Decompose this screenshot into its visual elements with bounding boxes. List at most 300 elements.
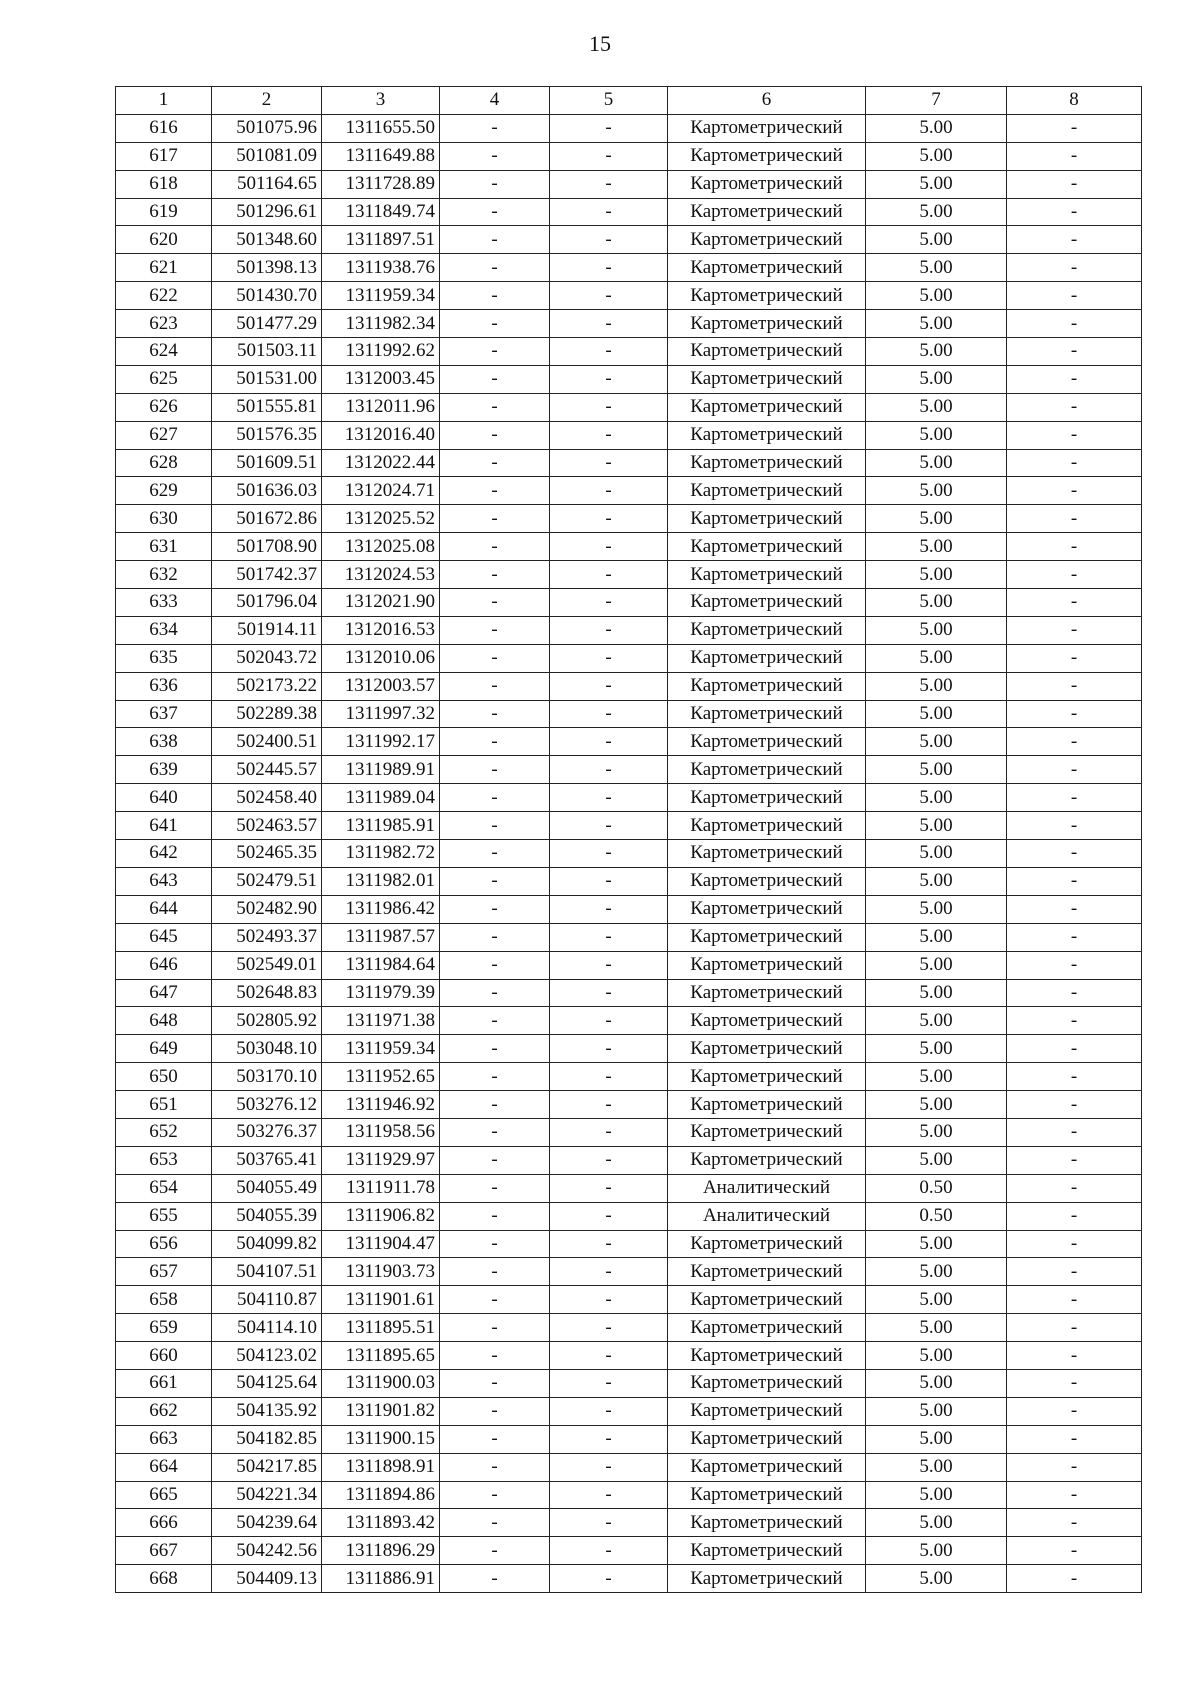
y-coordinate-cell: 1311992.62 [322, 338, 440, 366]
table-row [116, 1342, 1142, 1370]
point-number-cell: 664 [116, 1453, 212, 1481]
method-cell: Картометрический [668, 449, 866, 477]
y-coordinate-cell: 1311895.51 [322, 1314, 440, 1342]
table-row [116, 338, 1142, 366]
y-coordinate-cell: 1312010.06 [322, 644, 440, 672]
col8-cell: - [1007, 589, 1142, 617]
point-number-cell: 661 [116, 1369, 212, 1397]
point-number-cell: 636 [116, 672, 212, 700]
method-cell: Картометрический [668, 1091, 866, 1119]
y-coordinate-cell: 1311911.78 [322, 1174, 440, 1202]
x-coordinate-cell: 502043.72 [212, 644, 322, 672]
col8-cell: - [1007, 1369, 1142, 1397]
accuracy-cell: 5.00 [866, 728, 1007, 756]
x-coordinate-cell: 504221.34 [212, 1481, 322, 1509]
method-cell: Картометрический [668, 1230, 866, 1258]
x-coordinate-cell: 502648.83 [212, 979, 322, 1007]
table-row [116, 895, 1142, 923]
col5-cell: - [550, 1174, 668, 1202]
accuracy-cell: 5.00 [866, 867, 1007, 895]
col4-cell: - [440, 1202, 550, 1230]
method-cell: Картометрический [668, 533, 866, 561]
point-number-cell: 627 [116, 421, 212, 449]
col4-cell: - [440, 644, 550, 672]
point-number-cell: 654 [116, 1174, 212, 1202]
method-cell: Картометрический [668, 310, 866, 338]
col5-cell: - [550, 784, 668, 812]
y-coordinate-cell: 1311989.04 [322, 784, 440, 812]
accuracy-cell: 5.00 [866, 895, 1007, 923]
col4-cell: - [440, 672, 550, 700]
col8-cell: - [1007, 198, 1142, 226]
x-coordinate-cell: 501914.11 [212, 616, 322, 644]
col5-cell: - [550, 951, 668, 979]
col8-cell: - [1007, 756, 1142, 784]
point-number-cell: 629 [116, 477, 212, 505]
point-number-cell: 644 [116, 895, 212, 923]
method-cell: Картометрический [668, 170, 866, 198]
point-number-cell: 658 [116, 1286, 212, 1314]
table-row [116, 1397, 1142, 1425]
x-coordinate-cell: 501348.60 [212, 226, 322, 254]
col8-cell: - [1007, 477, 1142, 505]
accuracy-cell: 5.00 [866, 449, 1007, 477]
y-coordinate-cell: 1311903.73 [322, 1258, 440, 1286]
point-number-cell: 641 [116, 812, 212, 840]
point-number-cell: 649 [116, 1035, 212, 1063]
col5-cell: - [550, 1007, 668, 1035]
point-number-cell: 621 [116, 254, 212, 282]
x-coordinate-cell: 501398.13 [212, 254, 322, 282]
col5-cell: - [550, 365, 668, 393]
column-header: 7 [866, 87, 1007, 115]
col5-cell: - [550, 1091, 668, 1119]
point-number-cell: 622 [116, 282, 212, 310]
method-cell: Картометрический [668, 589, 866, 617]
point-number-cell: 632 [116, 561, 212, 589]
col5-cell: - [550, 393, 668, 421]
accuracy-cell: 5.00 [866, 114, 1007, 142]
col5-cell: - [550, 728, 668, 756]
point-number-cell: 624 [116, 338, 212, 366]
method-cell: Картометрический [668, 282, 866, 310]
y-coordinate-cell: 1311946.92 [322, 1091, 440, 1119]
accuracy-cell: 5.00 [866, 1286, 1007, 1314]
col8-cell: - [1007, 700, 1142, 728]
x-coordinate-cell: 502479.51 [212, 867, 322, 895]
point-number-cell: 626 [116, 393, 212, 421]
column-header: 4 [440, 87, 550, 115]
accuracy-cell: 5.00 [866, 1230, 1007, 1258]
point-number-cell: 652 [116, 1118, 212, 1146]
col5-cell: - [550, 589, 668, 617]
x-coordinate-cell: 501636.03 [212, 477, 322, 505]
table-row [116, 1453, 1142, 1481]
point-number-cell: 617 [116, 142, 212, 170]
col5-cell: - [550, 1425, 668, 1453]
point-number-cell: 623 [116, 310, 212, 338]
method-cell: Картометрический [668, 951, 866, 979]
col5-cell: - [550, 1481, 668, 1509]
col5-cell: - [550, 142, 668, 170]
table-row [116, 1007, 1142, 1035]
point-number-cell: 646 [116, 951, 212, 979]
method-cell: Картометрический [668, 616, 866, 644]
col8-cell: - [1007, 338, 1142, 366]
table-header [116, 87, 1142, 115]
point-number-cell: 667 [116, 1537, 212, 1565]
col8-cell: - [1007, 1174, 1142, 1202]
method-cell: Картометрический [668, 1063, 866, 1091]
x-coordinate-cell: 501531.00 [212, 365, 322, 393]
col5-cell: - [550, 1230, 668, 1258]
table-row [116, 979, 1142, 1007]
x-coordinate-cell: 502465.35 [212, 840, 322, 868]
x-coordinate-cell: 504055.49 [212, 1174, 322, 1202]
col5-cell: - [550, 867, 668, 895]
method-cell: Картометрический [668, 867, 866, 895]
y-coordinate-cell: 1311982.34 [322, 310, 440, 338]
point-number-cell: 631 [116, 533, 212, 561]
table-row [116, 728, 1142, 756]
point-number-cell: 640 [116, 784, 212, 812]
x-coordinate-cell: 504099.82 [212, 1230, 322, 1258]
col5-cell: - [550, 1202, 668, 1230]
y-coordinate-cell: 1311895.65 [322, 1342, 440, 1370]
col5-cell: - [550, 1035, 668, 1063]
col8-cell: - [1007, 310, 1142, 338]
accuracy-cell: 5.00 [866, 561, 1007, 589]
y-coordinate-cell: 1311649.88 [322, 142, 440, 170]
column-header: 1 [116, 87, 212, 115]
point-number-cell: 642 [116, 840, 212, 868]
table-row [116, 393, 1142, 421]
accuracy-cell: 5.00 [866, 1314, 1007, 1342]
accuracy-cell: 5.00 [866, 421, 1007, 449]
x-coordinate-cell: 504107.51 [212, 1258, 322, 1286]
accuracy-cell: 5.00 [866, 338, 1007, 366]
col4-cell: - [440, 533, 550, 561]
y-coordinate-cell: 1311952.65 [322, 1063, 440, 1091]
x-coordinate-cell: 503048.10 [212, 1035, 322, 1063]
method-cell: Картометрический [668, 505, 866, 533]
accuracy-cell: 5.00 [866, 1537, 1007, 1565]
table-row [116, 589, 1142, 617]
point-number-cell: 655 [116, 1202, 212, 1230]
col4-cell: - [440, 840, 550, 868]
point-number-cell: 647 [116, 979, 212, 1007]
x-coordinate-cell: 501503.11 [212, 338, 322, 366]
col5-cell: - [550, 198, 668, 226]
col8-cell: - [1007, 1258, 1142, 1286]
method-cell: Картометрический [668, 1481, 866, 1509]
method-cell: Картометрический [668, 421, 866, 449]
method-cell: Картометрический [668, 1314, 866, 1342]
col8-cell: - [1007, 1202, 1142, 1230]
x-coordinate-cell: 502458.40 [212, 784, 322, 812]
col8-cell: - [1007, 1537, 1142, 1565]
col4-cell: - [440, 867, 550, 895]
col5-cell: - [550, 561, 668, 589]
column-header: 6 [668, 87, 866, 115]
method-cell: Картометрический [668, 1118, 866, 1146]
accuracy-cell: 5.00 [866, 1453, 1007, 1481]
col5-cell: - [550, 700, 668, 728]
col8-cell: - [1007, 784, 1142, 812]
accuracy-cell: 5.00 [866, 589, 1007, 617]
table-row [116, 365, 1142, 393]
table-row [116, 951, 1142, 979]
table-row [116, 142, 1142, 170]
accuracy-cell: 5.00 [866, 951, 1007, 979]
table-row [116, 672, 1142, 700]
col8-cell: - [1007, 1453, 1142, 1481]
y-coordinate-cell: 1312025.08 [322, 533, 440, 561]
point-number-cell: 663 [116, 1425, 212, 1453]
x-coordinate-cell: 501296.61 [212, 198, 322, 226]
accuracy-cell: 5.00 [866, 310, 1007, 338]
y-coordinate-cell: 1311901.82 [322, 1397, 440, 1425]
col4-cell: - [440, 449, 550, 477]
method-cell: Картометрический [668, 979, 866, 1007]
y-coordinate-cell: 1311900.03 [322, 1369, 440, 1397]
point-number-cell: 638 [116, 728, 212, 756]
col4-cell: - [440, 282, 550, 310]
col5-cell: - [550, 672, 668, 700]
col8-cell: - [1007, 561, 1142, 589]
col8-cell: - [1007, 365, 1142, 393]
x-coordinate-cell: 502493.37 [212, 923, 322, 951]
col8-cell: - [1007, 1342, 1142, 1370]
accuracy-cell: 5.00 [866, 282, 1007, 310]
method-cell: Картометрический [668, 1258, 866, 1286]
x-coordinate-cell: 504182.85 [212, 1425, 322, 1453]
point-number-cell: 628 [116, 449, 212, 477]
method-cell: Картометрический [668, 1509, 866, 1537]
method-cell: Картометрический [668, 700, 866, 728]
method-cell: Картометрический [668, 561, 866, 589]
point-number-cell: 657 [116, 1258, 212, 1286]
y-coordinate-cell: 1312011.96 [322, 393, 440, 421]
col5-cell: - [550, 756, 668, 784]
point-number-cell: 653 [116, 1146, 212, 1174]
method-cell: Картометрический [668, 1286, 866, 1314]
method-cell: Картометрический [668, 1425, 866, 1453]
y-coordinate-cell: 1312016.40 [322, 421, 440, 449]
point-number-cell: 666 [116, 1509, 212, 1537]
accuracy-cell: 5.00 [866, 477, 1007, 505]
col5-cell: - [550, 533, 668, 561]
x-coordinate-cell: 501742.37 [212, 561, 322, 589]
col4-cell: - [440, 505, 550, 533]
y-coordinate-cell: 1311898.91 [322, 1453, 440, 1481]
col5-cell: - [550, 282, 668, 310]
x-coordinate-cell: 503170.10 [212, 1063, 322, 1091]
col4-cell: - [440, 756, 550, 784]
col8-cell: - [1007, 1146, 1142, 1174]
y-coordinate-cell: 1311904.47 [322, 1230, 440, 1258]
y-coordinate-cell: 1311655.50 [322, 114, 440, 142]
col5-cell: - [550, 114, 668, 142]
point-number-cell: 616 [116, 114, 212, 142]
point-number-cell: 625 [116, 365, 212, 393]
point-number-cell: 633 [116, 589, 212, 617]
method-cell: Картометрический [668, 728, 866, 756]
table-row [116, 282, 1142, 310]
method-cell: Картометрический [668, 338, 866, 366]
table-row [116, 700, 1142, 728]
col4-cell: - [440, 1509, 550, 1537]
table-row [116, 421, 1142, 449]
x-coordinate-cell: 501081.09 [212, 142, 322, 170]
method-cell: Картометрический [668, 254, 866, 282]
col4-cell: - [440, 1091, 550, 1119]
y-coordinate-cell: 1311984.64 [322, 951, 440, 979]
table-row [116, 756, 1142, 784]
col5-cell: - [550, 1314, 668, 1342]
table-row [116, 1481, 1142, 1509]
point-number-cell: 618 [116, 170, 212, 198]
table-row [116, 1425, 1142, 1453]
col4-cell: - [440, 1286, 550, 1314]
coordinates-table [115, 86, 1142, 1593]
method-cell: Аналитический [668, 1174, 866, 1202]
column-header: 5 [550, 87, 668, 115]
y-coordinate-cell: 1311959.34 [322, 1035, 440, 1063]
x-coordinate-cell: 502173.22 [212, 672, 322, 700]
col5-cell: - [550, 1565, 668, 1593]
accuracy-cell: 5.00 [866, 1146, 1007, 1174]
method-cell: Картометрический [668, 1007, 866, 1035]
method-cell: Картометрический [668, 142, 866, 170]
accuracy-cell: 5.00 [866, 393, 1007, 421]
col4-cell: - [440, 1565, 550, 1593]
col4-cell: - [440, 365, 550, 393]
col8-cell: - [1007, 812, 1142, 840]
y-coordinate-cell: 1311959.34 [322, 282, 440, 310]
col4-cell: - [440, 1146, 550, 1174]
method-cell: Картометрический [668, 393, 866, 421]
table-row [116, 616, 1142, 644]
method-cell: Картометрический [668, 895, 866, 923]
x-coordinate-cell: 501609.51 [212, 449, 322, 477]
col8-cell: - [1007, 1007, 1142, 1035]
table-row [116, 644, 1142, 672]
x-coordinate-cell: 504123.02 [212, 1342, 322, 1370]
method-cell: Картометрический [668, 1397, 866, 1425]
point-number-cell: 637 [116, 700, 212, 728]
table-row [116, 198, 1142, 226]
col4-cell: - [440, 1481, 550, 1509]
x-coordinate-cell: 504135.92 [212, 1397, 322, 1425]
point-number-cell: 619 [116, 198, 212, 226]
x-coordinate-cell: 501576.35 [212, 421, 322, 449]
point-number-cell: 659 [116, 1314, 212, 1342]
y-coordinate-cell: 1311979.39 [322, 979, 440, 1007]
table-row [116, 1091, 1142, 1119]
col8-cell: - [1007, 1063, 1142, 1091]
method-cell: Картометрический [668, 114, 866, 142]
y-coordinate-cell: 1311849.74 [322, 198, 440, 226]
y-coordinate-cell: 1312024.53 [322, 561, 440, 589]
col8-cell: - [1007, 505, 1142, 533]
accuracy-cell: 5.00 [866, 1509, 1007, 1537]
table-row [116, 533, 1142, 561]
accuracy-cell: 5.00 [866, 923, 1007, 951]
accuracy-cell: 5.00 [866, 644, 1007, 672]
col8-cell: - [1007, 1118, 1142, 1146]
table-row [116, 1565, 1142, 1593]
point-number-cell: 635 [116, 644, 212, 672]
col4-cell: - [440, 979, 550, 1007]
col4-cell: - [440, 812, 550, 840]
col4-cell: - [440, 589, 550, 617]
x-coordinate-cell: 504217.85 [212, 1453, 322, 1481]
col4-cell: - [440, 1258, 550, 1286]
col8-cell: - [1007, 1481, 1142, 1509]
col4-cell: - [440, 1118, 550, 1146]
method-cell: Картометрический [668, 226, 866, 254]
accuracy-cell: 5.00 [866, 1425, 1007, 1453]
accuracy-cell: 5.00 [866, 1035, 1007, 1063]
col8-cell: - [1007, 644, 1142, 672]
accuracy-cell: 5.00 [866, 533, 1007, 561]
col4-cell: - [440, 951, 550, 979]
accuracy-cell: 0.50 [866, 1202, 1007, 1230]
col8-cell: - [1007, 1286, 1142, 1314]
y-coordinate-cell: 1311992.17 [322, 728, 440, 756]
y-coordinate-cell: 1312024.71 [322, 477, 440, 505]
y-coordinate-cell: 1312003.57 [322, 672, 440, 700]
col4-cell: - [440, 1230, 550, 1258]
x-coordinate-cell: 501555.81 [212, 393, 322, 421]
col5-cell: - [550, 979, 668, 1007]
point-number-cell: 651 [116, 1091, 212, 1119]
table-body [116, 114, 1142, 1592]
col8-cell: - [1007, 1035, 1142, 1063]
accuracy-cell: 5.00 [866, 1369, 1007, 1397]
table-row [116, 1286, 1142, 1314]
accuracy-cell: 5.00 [866, 700, 1007, 728]
method-cell: Картометрический [668, 365, 866, 393]
y-coordinate-cell: 1312025.52 [322, 505, 440, 533]
table-row [116, 1118, 1142, 1146]
y-coordinate-cell: 1311987.57 [322, 923, 440, 951]
accuracy-cell: 5.00 [866, 254, 1007, 282]
y-coordinate-cell: 1311901.61 [322, 1286, 440, 1314]
table-row [116, 784, 1142, 812]
table-row [116, 1509, 1142, 1537]
col4-cell: - [440, 1314, 550, 1342]
x-coordinate-cell: 504242.56 [212, 1537, 322, 1565]
col8-cell: - [1007, 672, 1142, 700]
y-coordinate-cell: 1311897.51 [322, 226, 440, 254]
x-coordinate-cell: 501796.04 [212, 589, 322, 617]
col8-cell: - [1007, 1230, 1142, 1258]
col4-cell: - [440, 1007, 550, 1035]
col5-cell: - [550, 449, 668, 477]
accuracy-cell: 5.00 [866, 616, 1007, 644]
x-coordinate-cell: 501672.86 [212, 505, 322, 533]
col8-cell: - [1007, 449, 1142, 477]
method-cell: Картометрический [668, 1342, 866, 1370]
y-coordinate-cell: 1312022.44 [322, 449, 440, 477]
method-cell: Картометрический [668, 1565, 866, 1593]
accuracy-cell: 5.00 [866, 1118, 1007, 1146]
col8-cell: - [1007, 923, 1142, 951]
column-header: 3 [322, 87, 440, 115]
point-number-cell: 620 [116, 226, 212, 254]
